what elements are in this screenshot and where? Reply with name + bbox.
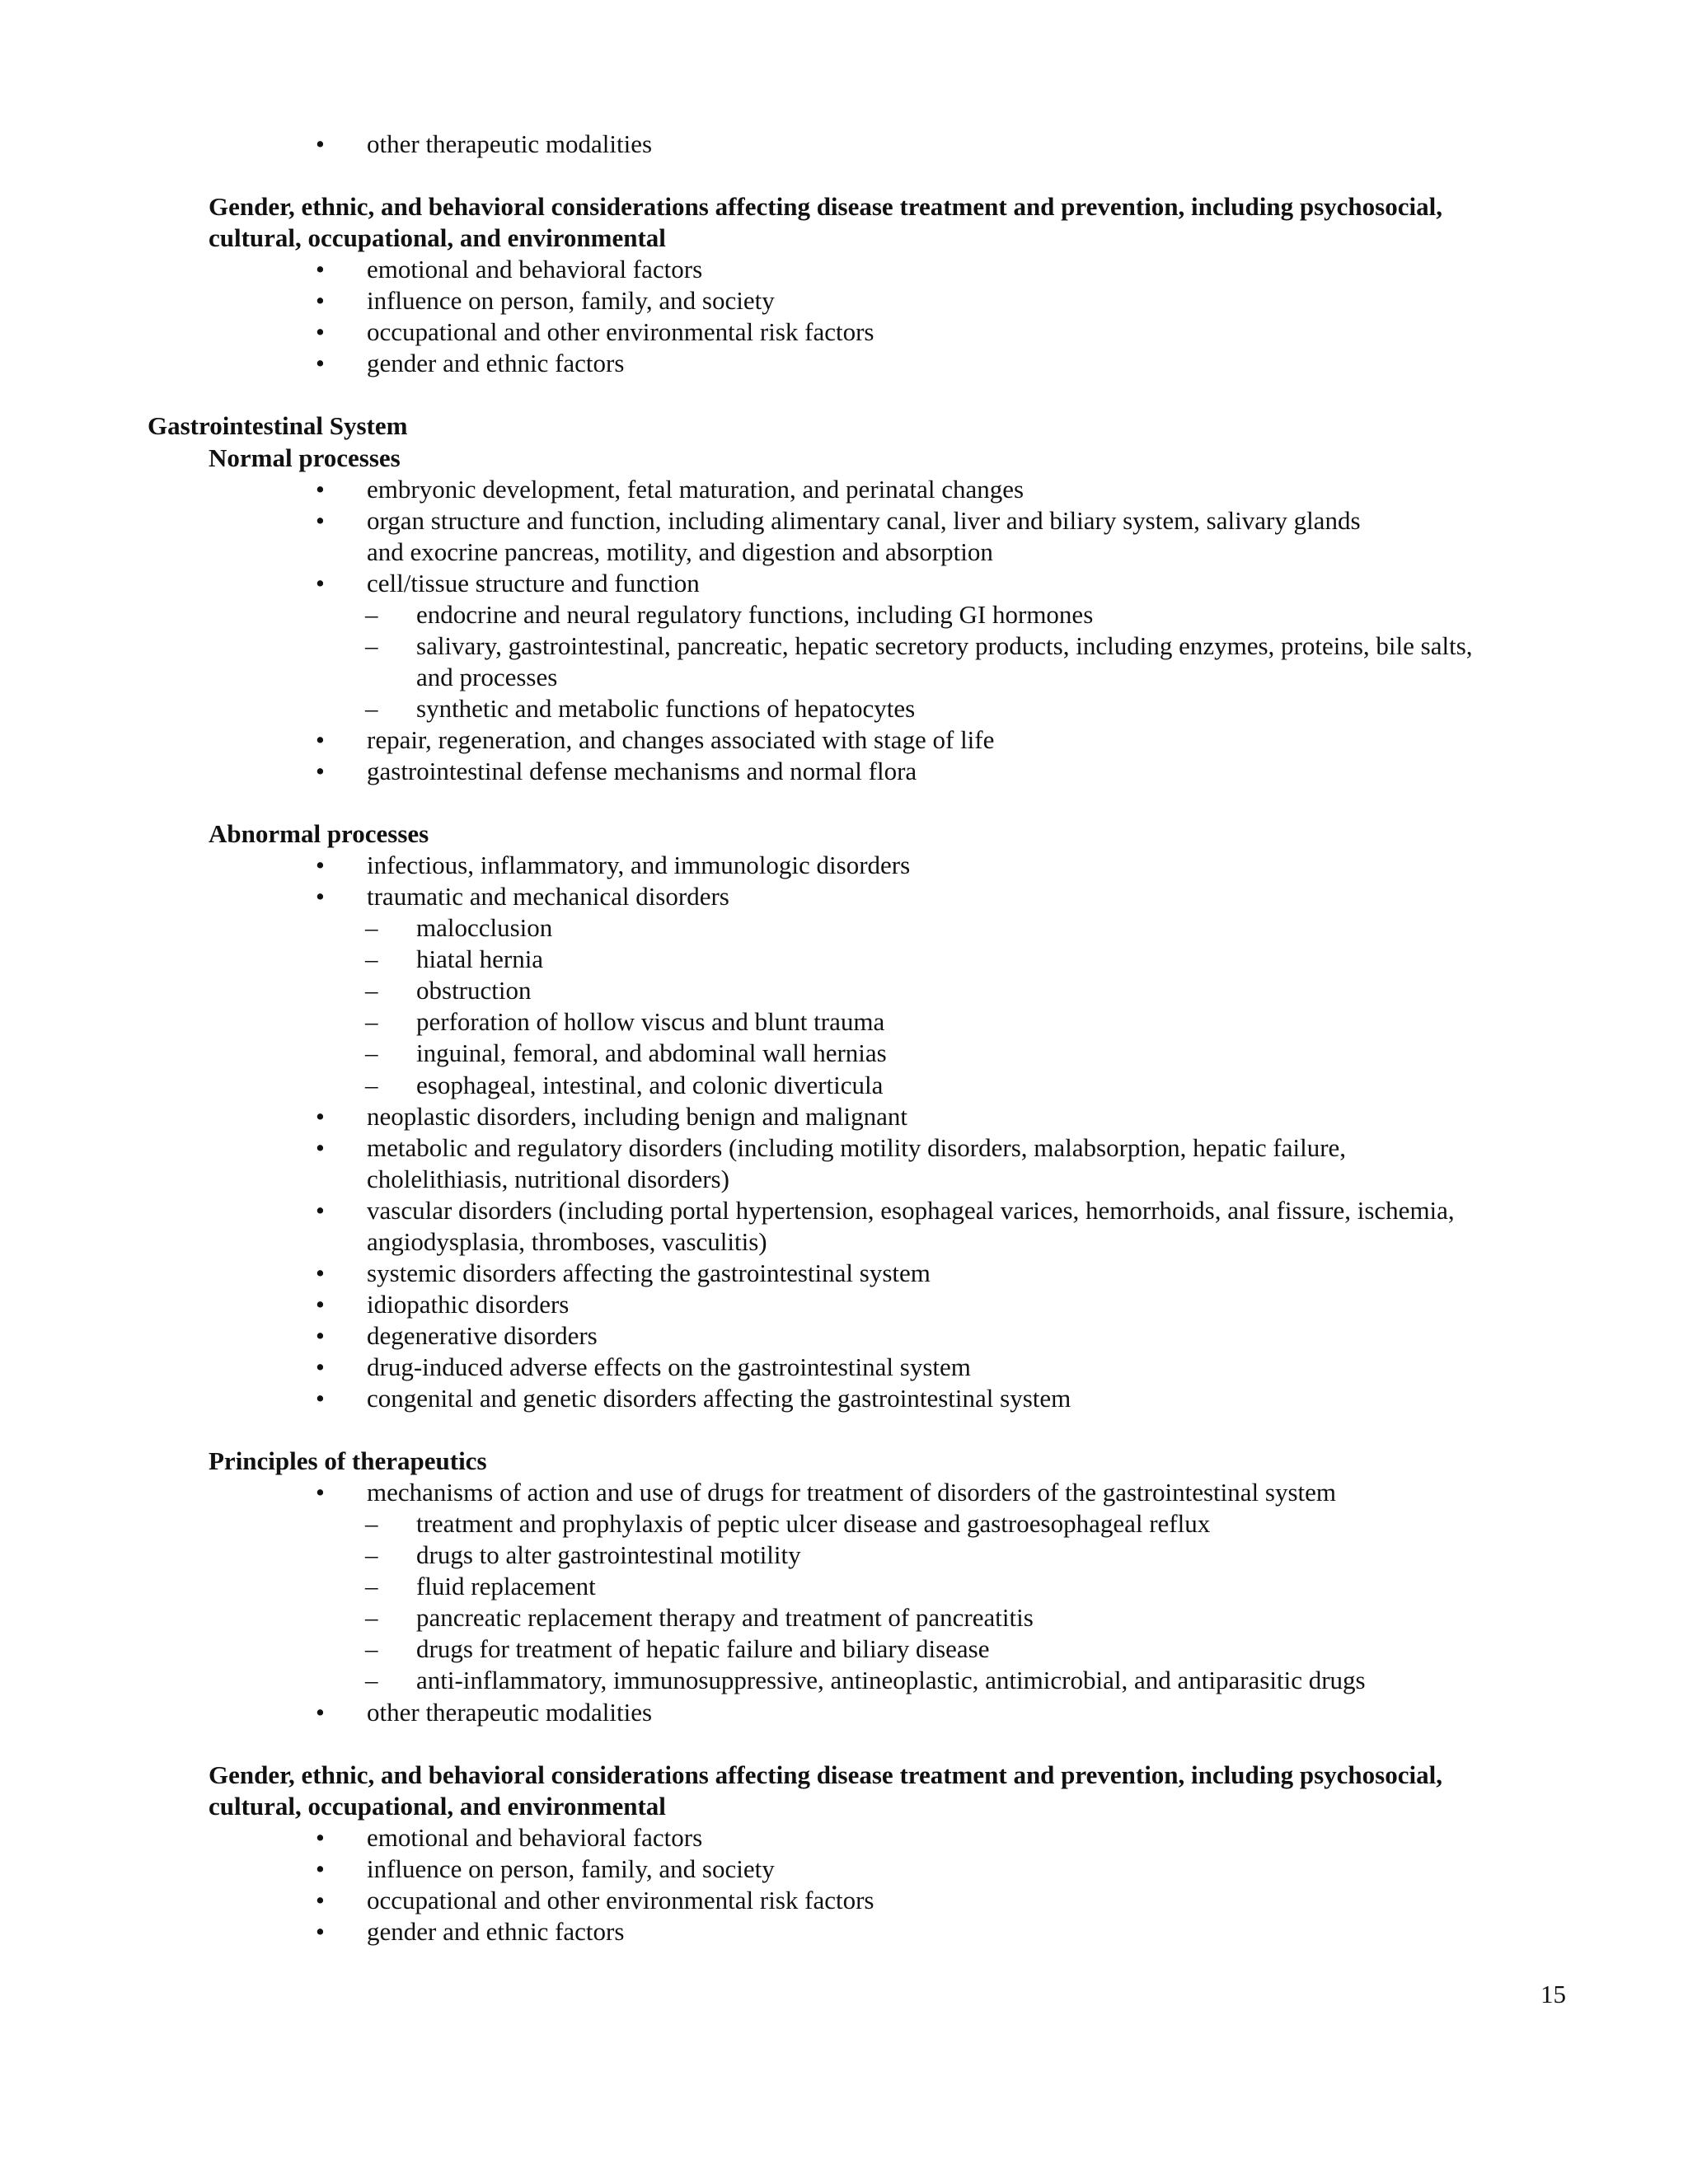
bullet-marker: • xyxy=(316,1102,325,1131)
dash-marker: – xyxy=(365,1634,378,1663)
bullet-item: traumatic and mechanical disorders xyxy=(367,882,729,911)
dash-marker: – xyxy=(365,913,378,942)
dash-marker: – xyxy=(365,1509,378,1538)
subsection-heading: Abnormal processes xyxy=(209,819,429,848)
bullet-marker: • xyxy=(316,1321,325,1350)
bullet-item: influence on person, family, and society xyxy=(367,1854,775,1883)
bullet-marker: • xyxy=(316,506,325,535)
bullet-item: other therapeutic modalities xyxy=(367,129,653,158)
bullet-marker: • xyxy=(316,317,325,346)
bullet-item: degenerative disorders xyxy=(367,1321,598,1350)
sub-item: esophageal, intestinal, and colonic diverticula xyxy=(416,1071,884,1099)
sub-item: inguinal, femoral, and abdominal wall hernias xyxy=(416,1038,887,1067)
bullet-item-continuation: and exocrine pancreas, motility, and digestion and absorption xyxy=(367,537,993,566)
subsection-heading: Principles of therapeutics xyxy=(209,1446,487,1475)
dash-marker: – xyxy=(365,631,378,660)
bullet-item: occupational and other environmental risk factors xyxy=(367,1886,874,1915)
bullet-marker: • xyxy=(316,757,325,785)
dash-marker: – xyxy=(365,1071,378,1099)
bullet-item: neoplastic disorders, including benign and malignant xyxy=(367,1102,908,1131)
bullet-item: gender and ethnic factors xyxy=(367,1917,625,1946)
dash-marker: – xyxy=(365,1038,378,1067)
sub-item: obstruction xyxy=(416,976,532,1005)
bullet-item: cell/tissue structure and function xyxy=(367,569,700,598)
bullet-marker: • xyxy=(316,1258,325,1287)
bullet-item: gender and ethnic factors xyxy=(367,349,625,377)
sub-item: fluid replacement xyxy=(416,1572,596,1601)
bullet-item-continuation: cholelithiasis, nutritional disorders) xyxy=(367,1165,729,1193)
bullet-marker: • xyxy=(316,1133,325,1162)
bullet-marker: • xyxy=(316,129,325,158)
page-number: 15 xyxy=(1540,1980,1566,2008)
sub-item: perforation of hollow viscus and blunt trauma xyxy=(416,1007,885,1036)
sub-item: drugs for treatment of hepatic failure and biliary disease xyxy=(416,1634,990,1663)
bullet-marker: • xyxy=(316,1886,325,1915)
bullet-item: systemic disorders affecting the gastrointestinal system xyxy=(367,1258,931,1287)
sub-item: drugs to alter gastrointestinal motility xyxy=(416,1540,801,1569)
sub-item: hiatal hernia xyxy=(416,944,544,973)
sub-item: malocclusion xyxy=(416,913,553,942)
bullet-marker: • xyxy=(316,1478,325,1507)
bullet-item-continuation: angiodysplasia, thromboses, vasculitis) xyxy=(367,1227,767,1256)
bullet-marker: • xyxy=(316,1384,325,1413)
bullet-item: emotional and behavioral factors xyxy=(367,255,703,284)
bullet-item: occupational and other environmental risk factors xyxy=(367,317,874,346)
subsection-heading: Gender, ethnic, and behavioral considerations affecting disease treatment and prevention, including psychosocial, xyxy=(209,1760,1442,1789)
bullet-marker: • xyxy=(316,1917,325,1946)
bullet-marker: • xyxy=(316,882,325,911)
dash-marker: – xyxy=(365,1540,378,1569)
sub-item: anti-inflammatory, immunosuppressive, antineoplastic, antimicrobial, and antiparasitic drugs xyxy=(416,1666,1366,1694)
bullet-item: embryonic development, fetal maturation, and perinatal changes xyxy=(367,475,1025,504)
bullet-item: repair, regeneration, and changes associated with stage of life xyxy=(367,725,995,754)
sub-item: treatment and prophylaxis of peptic ulcer disease and gastroesophageal reflux xyxy=(416,1509,1211,1538)
sub-item: synthetic and metabolic functions of hepatocytes xyxy=(416,694,916,723)
subsection-heading: Gender, ethnic, and behavioral considerations affecting disease treatment and prevention, including psychosocial, xyxy=(209,192,1442,221)
bullet-marker: • xyxy=(316,1854,325,1883)
bullet-marker: • xyxy=(316,475,325,504)
bullet-item: vascular disorders (including portal hypertension, esophageal varices, hemorrhoids, anal fissure, ischemia, xyxy=(367,1196,1455,1225)
bullet-marker: • xyxy=(316,1290,325,1319)
bullet-item: infectious, inflammatory, and immunologic disorders xyxy=(367,851,911,879)
bullet-item: drug-induced adverse effects on the gastrointestinal system xyxy=(367,1352,971,1381)
bullet-item: mechanisms of action and use of drugs for treatment of disorders of the gastrointestinal system xyxy=(367,1478,1336,1507)
bullet-marker: • xyxy=(316,569,325,598)
sub-item: pancreatic replacement therapy and treatment of pancreatitis xyxy=(416,1603,1034,1632)
dash-marker: – xyxy=(365,1572,378,1601)
sub-item: endocrine and neural regulatory functions, including GI hormones xyxy=(416,600,1094,629)
section-heading: Gastrointestinal System xyxy=(148,411,408,440)
dash-marker: – xyxy=(365,976,378,1005)
subsection-heading: cultural, occupational, and environmental xyxy=(209,1792,666,1821)
bullet-item: organ structure and function, including alimentary canal, liver and biliary system, salivary glands xyxy=(367,506,1361,535)
bullet-marker: • xyxy=(316,1823,325,1852)
bullet-marker: • xyxy=(316,851,325,879)
bullet-item: gastrointestinal defense mechanisms and normal flora xyxy=(367,757,917,785)
dash-marker: – xyxy=(365,600,378,629)
bullet-marker: • xyxy=(316,286,325,315)
bullet-marker: • xyxy=(316,1698,325,1727)
subsection-heading: cultural, occupational, and environmental xyxy=(209,223,666,252)
dash-marker: – xyxy=(365,1007,378,1036)
bullet-item: influence on person, family, and society xyxy=(367,286,775,315)
bullet-marker: • xyxy=(316,349,325,377)
bullet-marker: • xyxy=(316,725,325,754)
bullet-item: idiopathic disorders xyxy=(367,1290,570,1319)
bullet-marker: • xyxy=(316,1352,325,1381)
bullet-marker: • xyxy=(316,1196,325,1225)
dash-marker: – xyxy=(365,1666,378,1694)
sub-item: salivary, gastrointestinal, pancreatic, hepatic secretory products, including enzymes, proteins, bile salts, xyxy=(416,631,1473,660)
bullet-item: congenital and genetic disorders affecting the gastrointestinal system xyxy=(367,1384,1071,1413)
dash-marker: – xyxy=(365,694,378,723)
bullet-marker: • xyxy=(316,255,325,284)
dash-marker: – xyxy=(365,1603,378,1632)
bullet-item: other therapeutic modalities xyxy=(367,1698,653,1727)
bullet-item: emotional and behavioral factors xyxy=(367,1823,703,1852)
subsection-heading: Normal processes xyxy=(209,443,401,472)
dash-marker: – xyxy=(365,944,378,973)
bullet-item: metabolic and regulatory disorders (including motility disorders, malabsorption, hepatic failure, xyxy=(367,1133,1347,1162)
sub-item-continuation: and processes xyxy=(416,663,558,691)
